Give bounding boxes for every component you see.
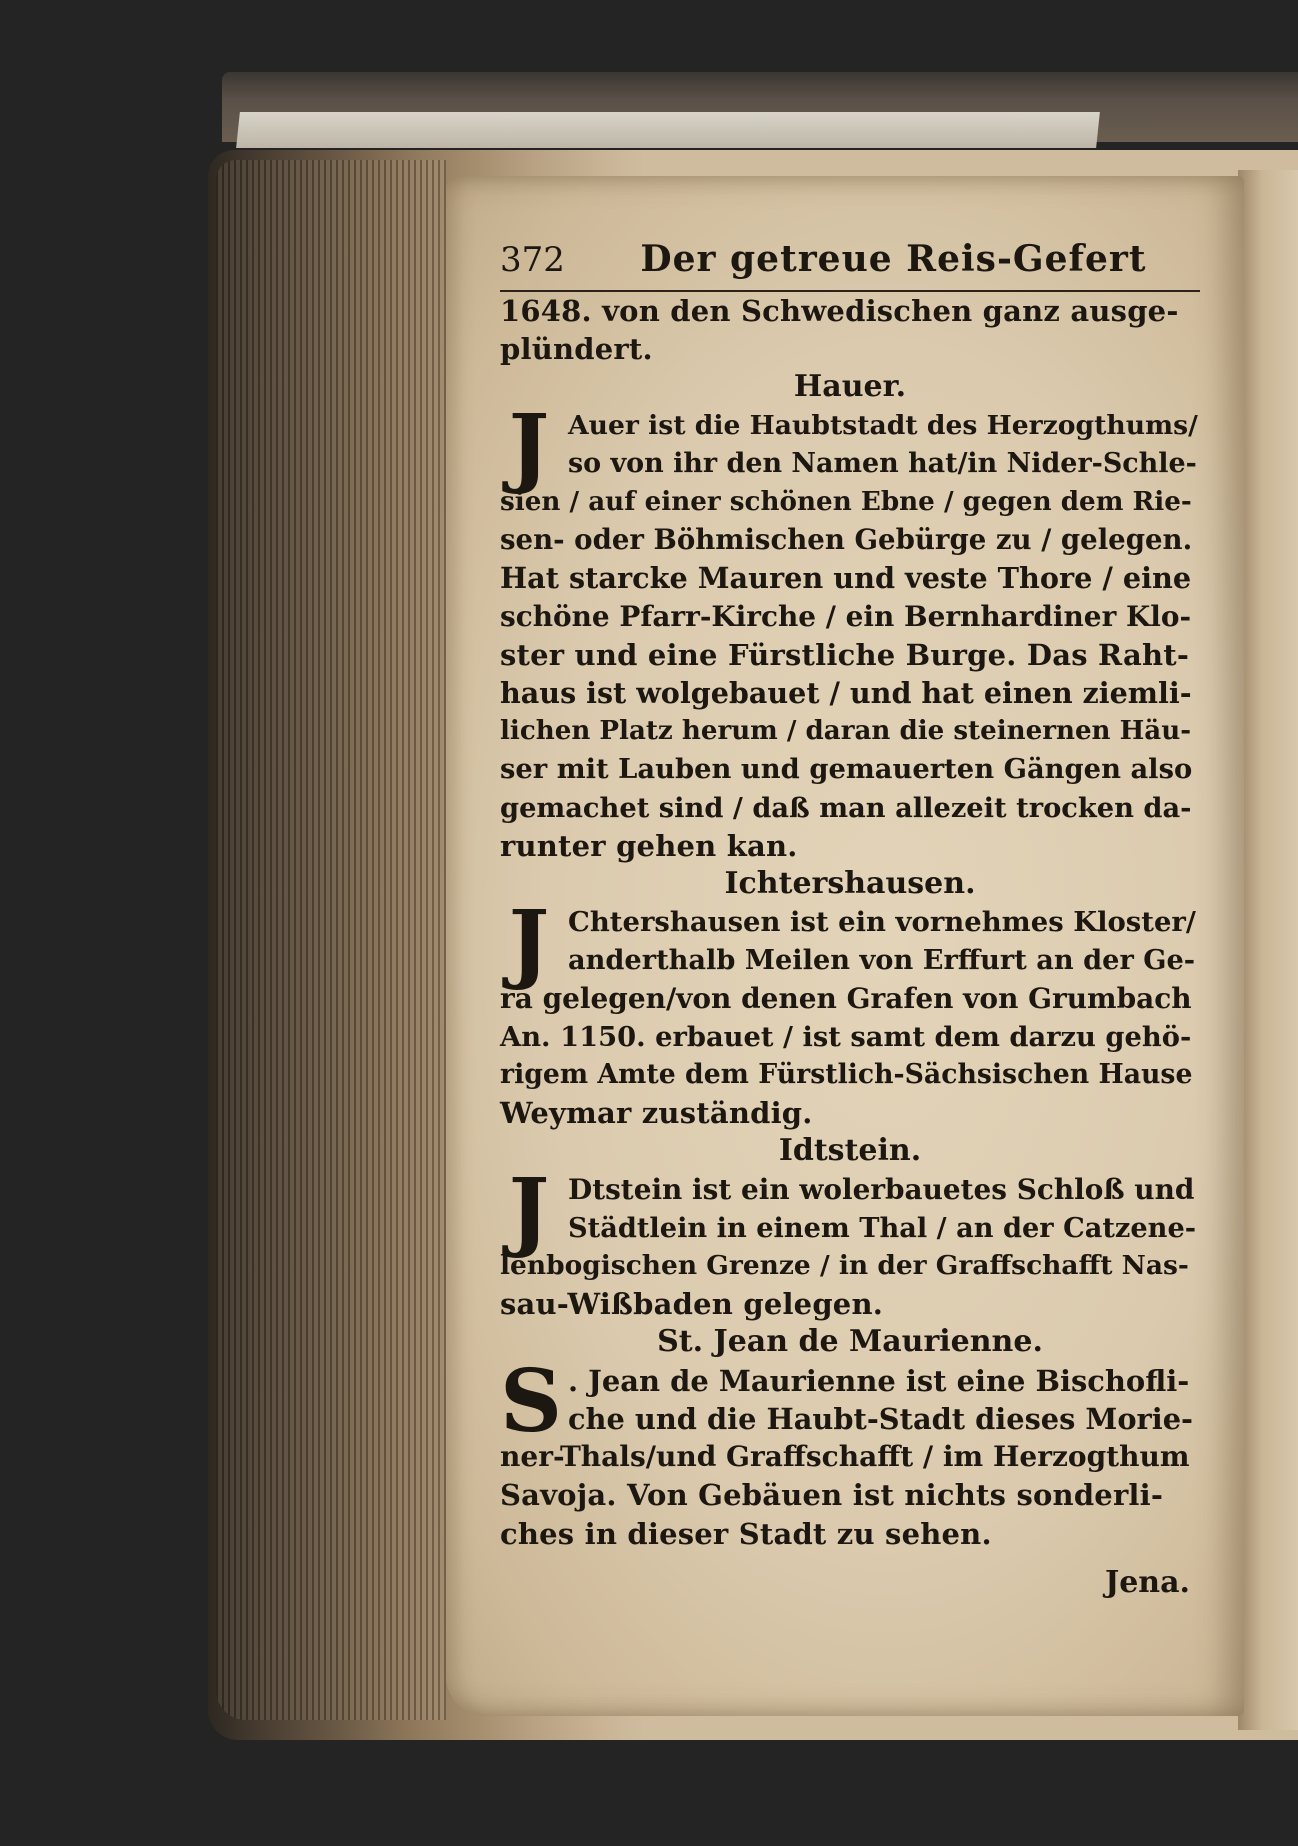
running-title: Der getreue Reis-Gefert <box>640 238 1147 280</box>
entry-idtstein <box>500 1159 1200 1324</box>
text-line: ser mit Lauben und gemauerten Gängen also <box>500 753 1193 786</box>
book-page-top <box>236 112 1100 148</box>
text-line: sen- oder Böhmischen Gebürge zu / gelegen. <box>500 523 1193 557</box>
entry-heading: Hauer. <box>793 369 907 405</box>
text-line: ra gelegen/von denen Grafen von Grumbach <box>500 981 1192 1015</box>
text-line: sien / auf einer schönen Ebne / gegen dem Rie- <box>500 486 1192 518</box>
entry-st-jean-de-maurienne <box>500 1350 1200 1553</box>
text-line: ner-Thals/und Graffschafft / im Herzogthum <box>500 1440 1190 1474</box>
text-line: plündert. <box>500 332 653 367</box>
drop-initial: J <box>508 1159 550 1261</box>
text-line: Chtershausen ist ein vornehmes Kloster/ <box>568 906 1196 939</box>
text-line: Weymar zuständig. <box>500 1096 813 1131</box>
text-line: Hat starcke Mauren und veste Thore / eine <box>500 561 1192 596</box>
text-line: Dtstein ist ein wolerbauetes Schloß und <box>568 1172 1195 1206</box>
text-line: Auer ist die Haubtstadt des Herzogthums/ <box>568 409 1198 441</box>
text-line: haus ist wolgebauet / und hat einen ziemli- <box>500 676 1192 711</box>
entry-heading: Ichtershausen. <box>724 866 976 902</box>
text-line: schöne Pfarr-Kirche / ein Bernhardiner Klo- <box>500 599 1192 633</box>
text-line: rigem Amte dem Fürstlich-Sächsischen Hause <box>500 1059 1193 1091</box>
text-line: che und die Haubt-Stadt dieses Morie- <box>568 1401 1193 1436</box>
text-line: ster und eine Fürstliche Burge. Das Raht- <box>500 637 1190 672</box>
entry-heading: Idtstein. <box>778 1133 922 1169</box>
text-line: lenbogischen Grenze / in der Graffschafft Nas- <box>500 1250 1189 1282</box>
text-line: 1648. von den Schwedischen ganz ausge- <box>500 294 1179 328</box>
text-line: . Jean de Maurienne ist eine Bischofli- <box>568 1363 1190 1398</box>
text-line: Städtlein in einem Thal / an der Catzene- <box>568 1211 1197 1244</box>
text-line: An. 1150. erbauet / ist samt dem darzu gehö- <box>500 1020 1192 1053</box>
text-line: so von ihr den Namen hat/in Nider-Schle- <box>568 447 1197 479</box>
text-line: sau-Wißbaden gelegen. <box>500 1287 884 1322</box>
page-edges <box>216 160 446 1720</box>
catchword: Jena. <box>1105 1564 1190 1600</box>
text-line: lichen Platz herum / daran die steinernen Häu- <box>500 715 1192 747</box>
entry-ichtershausen <box>500 892 1200 1132</box>
text-line: anderthalb Meilen von Erffurt an der Ge- <box>568 944 1196 977</box>
page-number: 372 <box>500 240 565 280</box>
text-line: Savoja. Von Gebäuen ist nichts sonderli- <box>500 1478 1164 1513</box>
drop-initial: J <box>508 892 550 994</box>
entry-heading: St. Jean de Maurienne. <box>657 1324 1043 1360</box>
text-line: runter gehen kan. <box>500 828 798 863</box>
text-line: gemachet sind / daß man allezeit trocken da- <box>500 791 1192 824</box>
text-line: ches in dieser Stadt zu sehen. <box>500 1516 992 1551</box>
drop-initial: S <box>500 1350 563 1452</box>
facing-page <box>1238 170 1298 1730</box>
page-content <box>500 238 1200 1613</box>
page-header <box>500 238 1200 292</box>
entry-jauer <box>500 395 1200 865</box>
drop-initial: J <box>508 395 550 497</box>
